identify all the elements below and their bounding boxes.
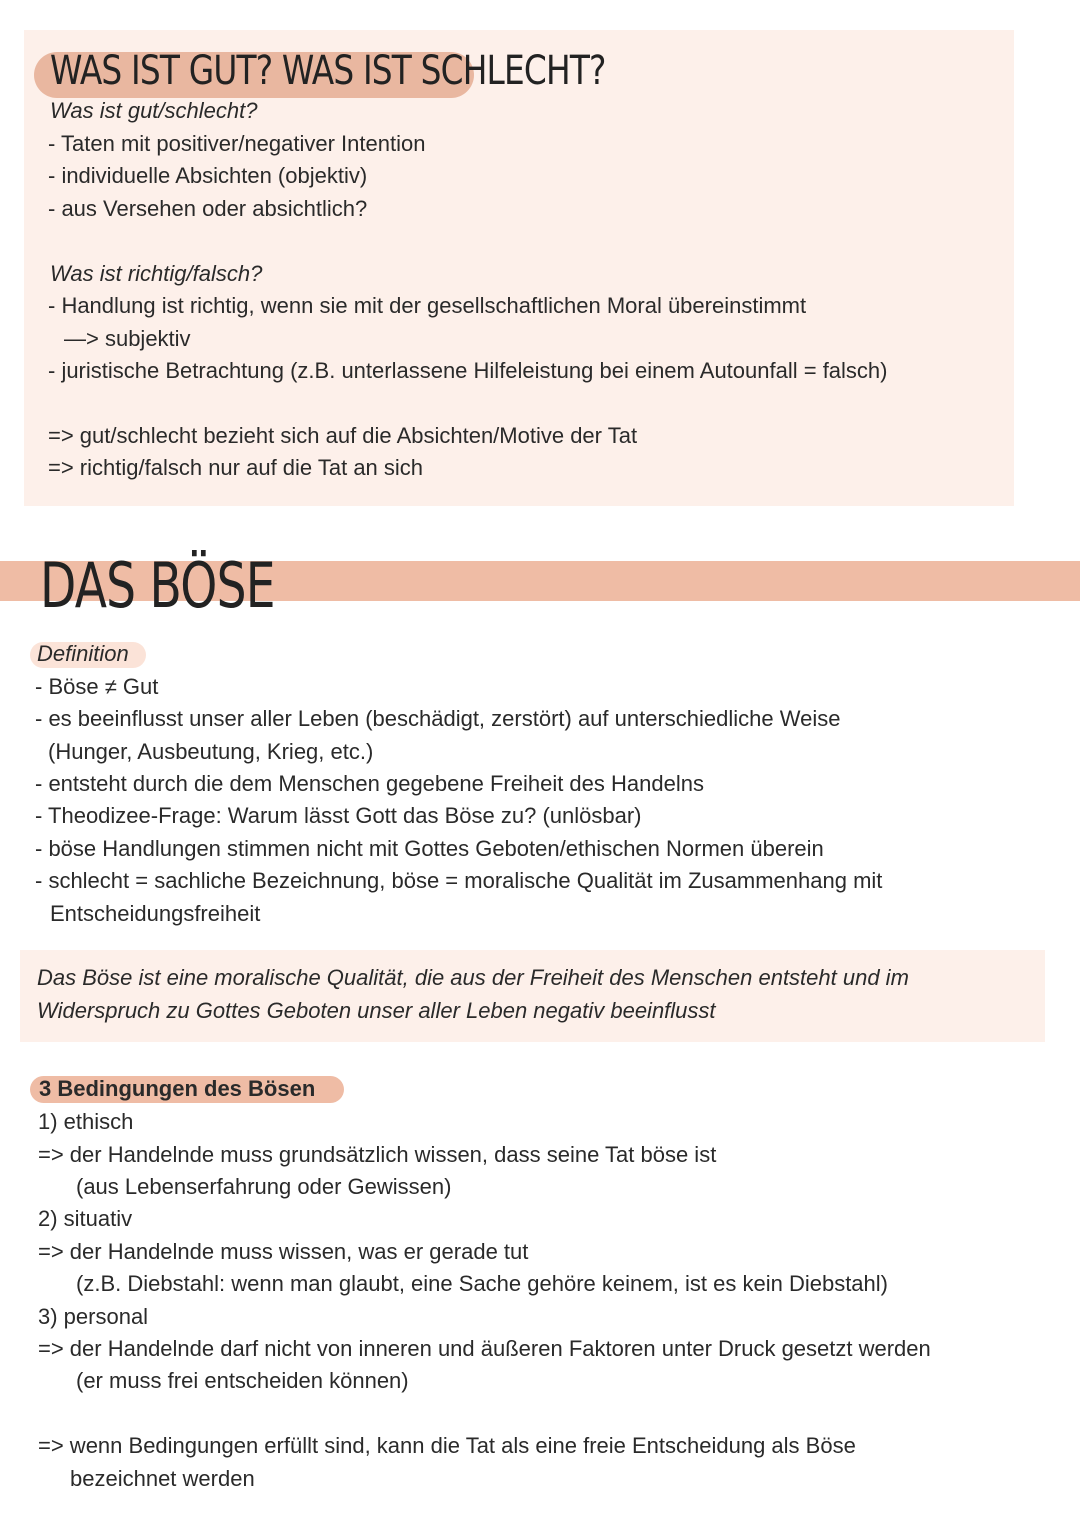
condition-detail: => der Handelnde muss grundsätzlich wissen, dass seine Tat böse ist	[38, 1142, 717, 1167]
list-item: - Taten mit positiver/negativer Intention	[48, 131, 426, 156]
conclusion-line: bezeichnet werden	[70, 1466, 255, 1491]
conclusion-line: => richtig/falsch nur auf die Tat an sich	[48, 455, 424, 480]
section-title-gut-schlecht: WAS IST GUT? WAS IST SCHLECHT?	[50, 48, 606, 94]
condition-detail: (z.B. Diebstahl: wenn man glaubt, eine Sache gehöre keinem, ist es kein Diebstahl)	[76, 1271, 888, 1296]
condition-label: 2) situativ	[38, 1206, 133, 1231]
list-item: - Theodizee-Frage: Warum lässt Gott das Böse zu? (unlösbar)	[35, 803, 642, 828]
list-item-continuation: Entscheidungsfreiheit	[50, 901, 261, 926]
condition-label: 1) ethisch	[38, 1109, 134, 1134]
list-item: - entsteht durch die dem Menschen gegebene Freiheit des Handelns	[35, 771, 704, 796]
list-item: - juristische Betrachtung (z.B. unterlassene Hilfeleistung bei einem Autounfall = falsch)	[48, 358, 888, 383]
conclusion-line: => gut/schlecht bezieht sich auf die Absichten/Motive der Tat	[48, 423, 638, 448]
list-item: - Böse ≠ Gut	[35, 674, 159, 699]
subheading-richtig-falsch: Was ist richtig/falsch?	[50, 261, 263, 286]
list-item: - aus Versehen oder absichtlich?	[48, 196, 368, 221]
list-item: - schlecht = sachliche Bezeichnung, böse = moralische Qualität im Zusammenhang mit	[35, 868, 883, 893]
list-item: - Handlung ist richtig, wenn sie mit der gesellschaftlichen Moral übereinstimmt	[48, 293, 807, 318]
summary-line: Das Böse ist eine moralische Qualität, die aus der Freiheit des Menschen entsteht und im	[37, 965, 909, 990]
condition-detail: (aus Lebenserfahrung oder Gewissen)	[76, 1174, 452, 1199]
list-item: - böse Handlungen stimmen nicht mit Gottes Geboten/ethischen Normen überein	[35, 836, 824, 861]
conditions-heading: 3 Bedingungen des Bösen	[39, 1076, 316, 1101]
list-item-continuation: (Hunger, Ausbeutung, Krieg, etc.)	[48, 739, 374, 764]
summary-line: Widerspruch zu Gottes Geboten unser aller Leben negativ beeinflusst	[37, 998, 716, 1023]
list-item-continuation: —> subjektiv	[64, 326, 191, 351]
conclusion-line: => wenn Bedingungen erfüllt sind, kann die Tat als eine freie Entscheidung als Böse	[38, 1433, 856, 1458]
list-item: - es beeinflusst unser aller Leben (beschädigt, zerstört) auf unterschiedliche Weise	[35, 706, 841, 731]
definition-heading: Definition	[37, 641, 129, 666]
condition-detail: => der Handelnde darf nicht von inneren und äußeren Faktoren unter Druck gesetzt werden	[38, 1336, 931, 1361]
subheading-gut-schlecht: Was ist gut/schlecht?	[50, 98, 258, 123]
condition-detail: => der Handelnde muss wissen, was er gerade tut	[38, 1239, 529, 1264]
section-title-das-boese: DAS BÖSE	[40, 549, 275, 622]
list-item: - individuelle Absichten (objektiv)	[48, 163, 368, 188]
condition-detail: (er muss frei entscheiden können)	[76, 1368, 409, 1393]
condition-label: 3) personal	[38, 1304, 149, 1329]
